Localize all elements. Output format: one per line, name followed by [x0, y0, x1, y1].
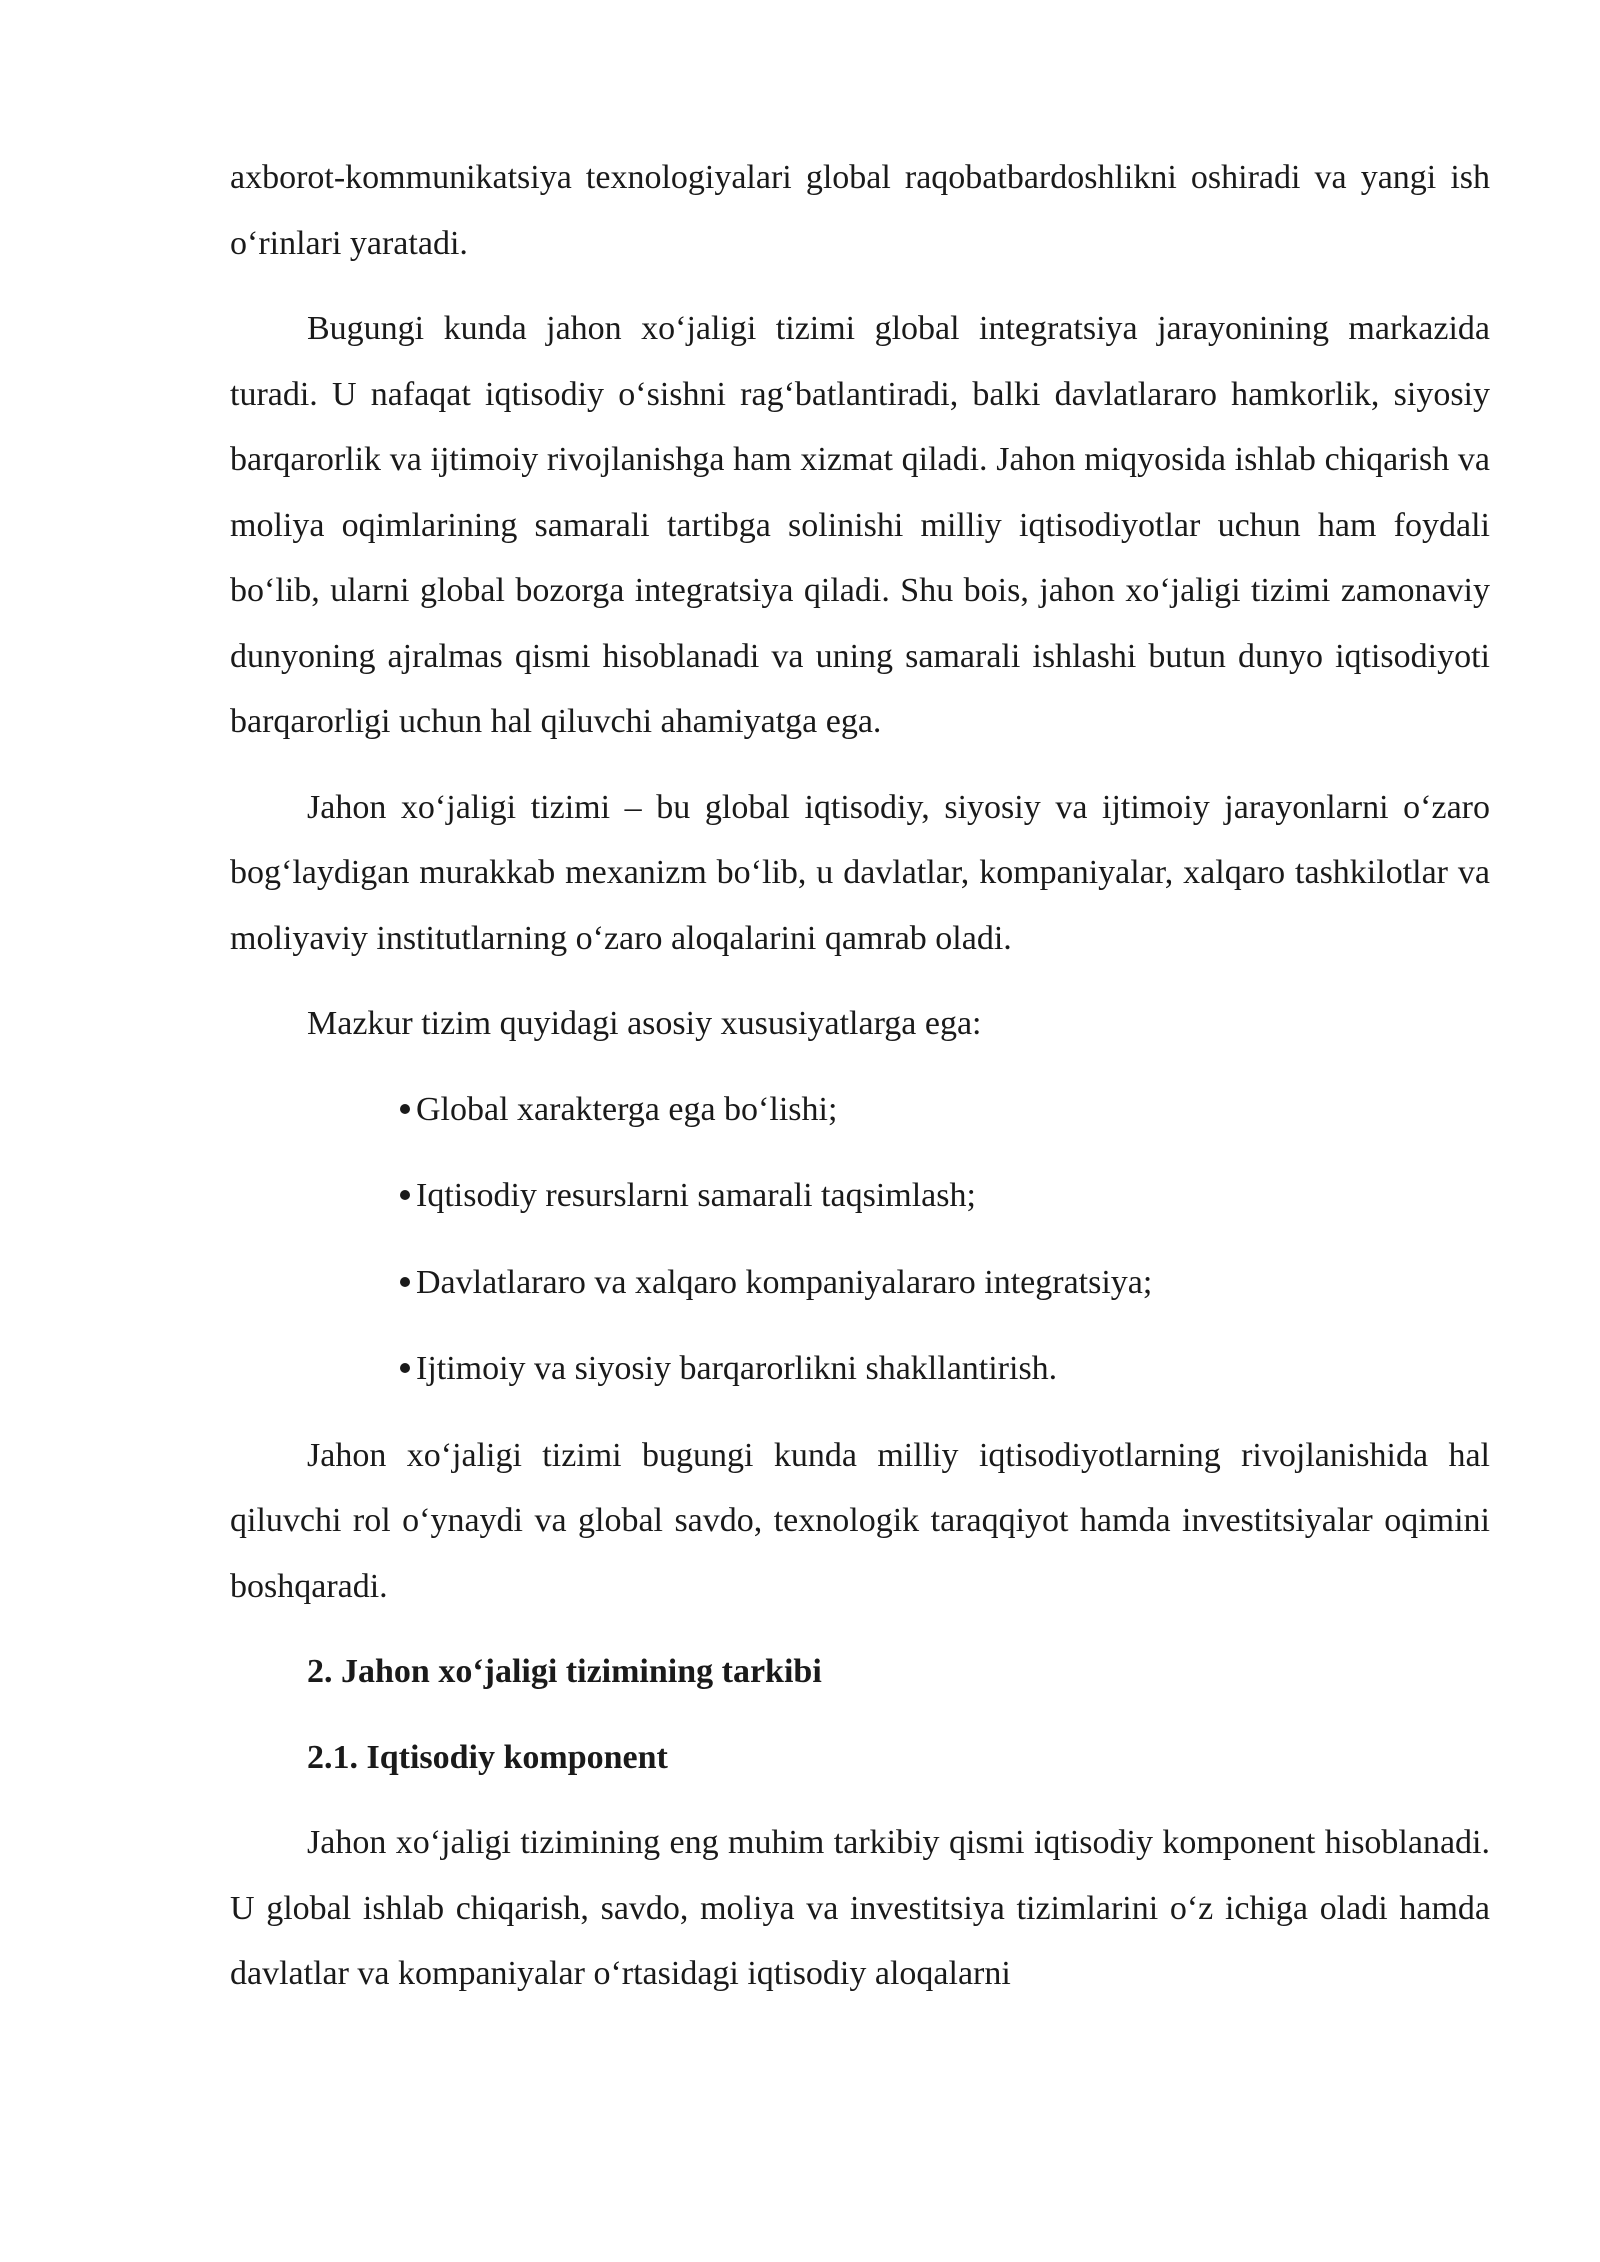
paragraph-role: Jahon xo‘jaligi tizimi bugungi kunda milliy iqtisodiyotlarning rivojlanishida hal qiluvchi rol o‘ynaydi va global savdo, texnologik taraqqiyot hamda investitsiyalar oqimini boshqaradi. [230, 1436, 1490, 1605]
paragraph-definition: Jahon xo‘jaligi tizimi – bu global iqtisodiy, siyosiy va ijtimoiy jarayonlarni o‘zaro bog‘laydigan murakkab mexanizm bo‘lib, u davlatlar, kompaniyalar, xalqaro tashkilotlar va moliyaviy institutlarning o‘zaro aloqalarini qamrab oladi. [230, 788, 1490, 957]
bullet-icon [400, 1363, 410, 1373]
paragraph-economic-component: Jahon xo‘jaligi tizimining eng muhim tarkibiy qismi iqtisodiy komponent hisoblanadi. U global ishlab chiqarish, savdo, moliya va investitsiya tizimlarini o‘z ichiga oladi hamda davlatlar va kompaniyalar o‘rtasidagi iqtisodiy aloqalarni [230, 1824, 1490, 1992]
list-item-text: Davlatlararo va xalqaro kompaniyalararo integratsiya; [416, 1263, 1153, 1301]
bullet-icon [400, 1190, 410, 1200]
paragraph-features-intro: Mazkur tizim quyidagi asosiy xususiyatlarga ega: [307, 1005, 982, 1042]
list-item-text: Iqtisodiy resurslarni samarali taqsimlash; [416, 1177, 976, 1214]
bullet-icon [400, 1277, 410, 1287]
list-item [230, 1077, 1490, 1143]
list-item [230, 1250, 1490, 1316]
document-page [230, 145, 1490, 2027]
bullet-icon [400, 1104, 410, 1114]
section-heading: 2. Jahon xo‘jaligi tizimining tarkibi [307, 1653, 822, 1690]
list-item [230, 1336, 1490, 1402]
paragraph-continuation: axborot-kommunikatsiya texnologiyalari global raqobatbardoshlikni oshiradi va yangi ish o‘rinlari yaratadi. [230, 159, 1490, 262]
paragraph-global-integration: Bugungi kunda jahon xo‘jaligi tizimi global integratsiya jarayonining markazida turadi. U nafaqat iqtisodiy o‘sishni rag‘batlantiradi, balki davlatlararo hamkorlik, siyosiy barqarorlik va ijtimoiy rivojlanishga ham xizmat qiladi. Jahon miqyosida ishlab chiqarish va moliya oqimlarining samarali tartibga solinishi milliy iqtisodiyotlar uchun ham foydali bo‘lib, ularni global bozorga integratsiya qiladi. Shu bois, jahon xo‘jaligi tizimi zamonaviy dunyoning ajralmas qismi hisoblanadi va uning samarali ishlashi butun dunyo iqtisodiyoti barqarorligi uchun hal qiluvchi ahamiyatga ega. [230, 310, 1490, 740]
subsection-heading: 2.1. Iqtisodiy komponent [307, 1738, 668, 1776]
features-list [230, 1077, 1490, 1402]
list-item-text: Ijtimoiy va siyosiy barqarorlikni shakllantirish. [416, 1350, 1058, 1387]
list-item-text: Global xarakterga ega bo‘lishi; [416, 1090, 838, 1128]
list-item [230, 1163, 1490, 1229]
